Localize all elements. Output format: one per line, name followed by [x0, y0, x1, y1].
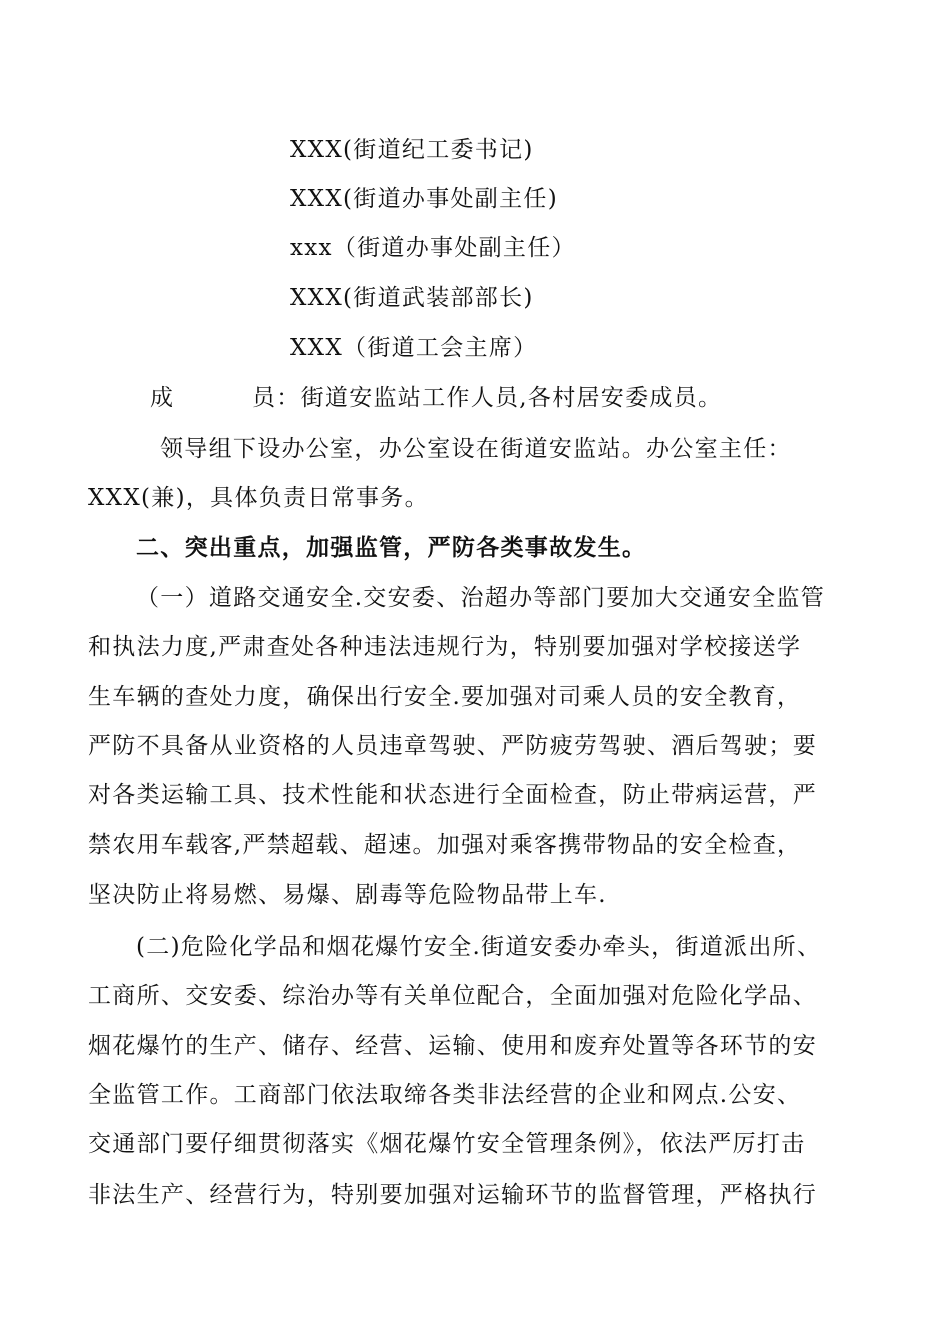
traffic-paragraph-line: 生车辆的查处力度，确保出行安全.要加强对司乘人员的安全教育， [88, 684, 802, 710]
leader-entry: XXX(街道办事处副主任) [290, 186, 558, 212]
chemical-paragraph-line: 非法生产、经营行为，特别要加强对运输环节的监督管理，严格执行 [88, 1182, 817, 1208]
traffic-paragraph-line: 禁农用车载客,严禁超载、超速。加强对乘客携带物品的安全检查， [88, 832, 802, 858]
traffic-paragraph-line: （一）道路交通安全.交安委、治超办等部门要加大交通安全监管 [136, 585, 826, 611]
members-text: 员：街道安监站工作人员,各村居安委成员。 [252, 385, 723, 411]
chemical-paragraph-line: 全监管工作。工商部门依法取缔各类非法经营的企业和网点.公安、 [88, 1082, 802, 1108]
members-label: 成 [150, 385, 175, 411]
traffic-paragraph-line: 和执法力度,严肃查处各种违法违规行为，特别要加强对学校接送学 [88, 634, 802, 660]
office-paragraph-line: XXX(兼)，具体负责日常事务。 [88, 485, 429, 511]
section-heading: 二、突出重点，加强监管，严防各类事故发生。 [136, 534, 647, 561]
leader-entry: XXX（街道工会主席） [290, 335, 538, 361]
chemical-paragraph-line: (二)危险化学品和烟花爆竹安全.街道安委办牵头，街道派出所、 [136, 934, 822, 960]
leader-entry: XXX(街道纪工委书记) [290, 137, 534, 163]
office-paragraph-line: 领导组下设办公室，办公室设在街道安监站。办公室主任： [160, 436, 792, 462]
chemical-paragraph-line: 烟花爆竹的生产、储存、经营、运输、使用和废弃处置等各环节的安 [88, 1033, 817, 1059]
traffic-paragraph-line: 对各类运输工具、技术性能和状态进行全面检查，防止带病运营，严 [88, 782, 817, 808]
leader-entry: xxx（街道办事处副主任） [290, 235, 576, 261]
chemical-paragraph-line: 交通部门要仔细贯彻落实《烟花爆竹安全管理条例》，依法严厉打击 [88, 1131, 806, 1157]
traffic-paragraph-line: 严防不具备从业资格的人员违章驾驶、严防疲劳驾驶、酒后驾驶；要 [88, 733, 817, 759]
chemical-paragraph-line: 工商所、交安委、综治办等有关单位配合，全面加强对危险化学品、 [88, 983, 817, 1009]
traffic-paragraph-line: 坚决防止将易燃、易爆、剧毒等危险物品带上车. [88, 882, 607, 908]
leader-entry: XXX(街道武装部部长) [290, 285, 534, 311]
